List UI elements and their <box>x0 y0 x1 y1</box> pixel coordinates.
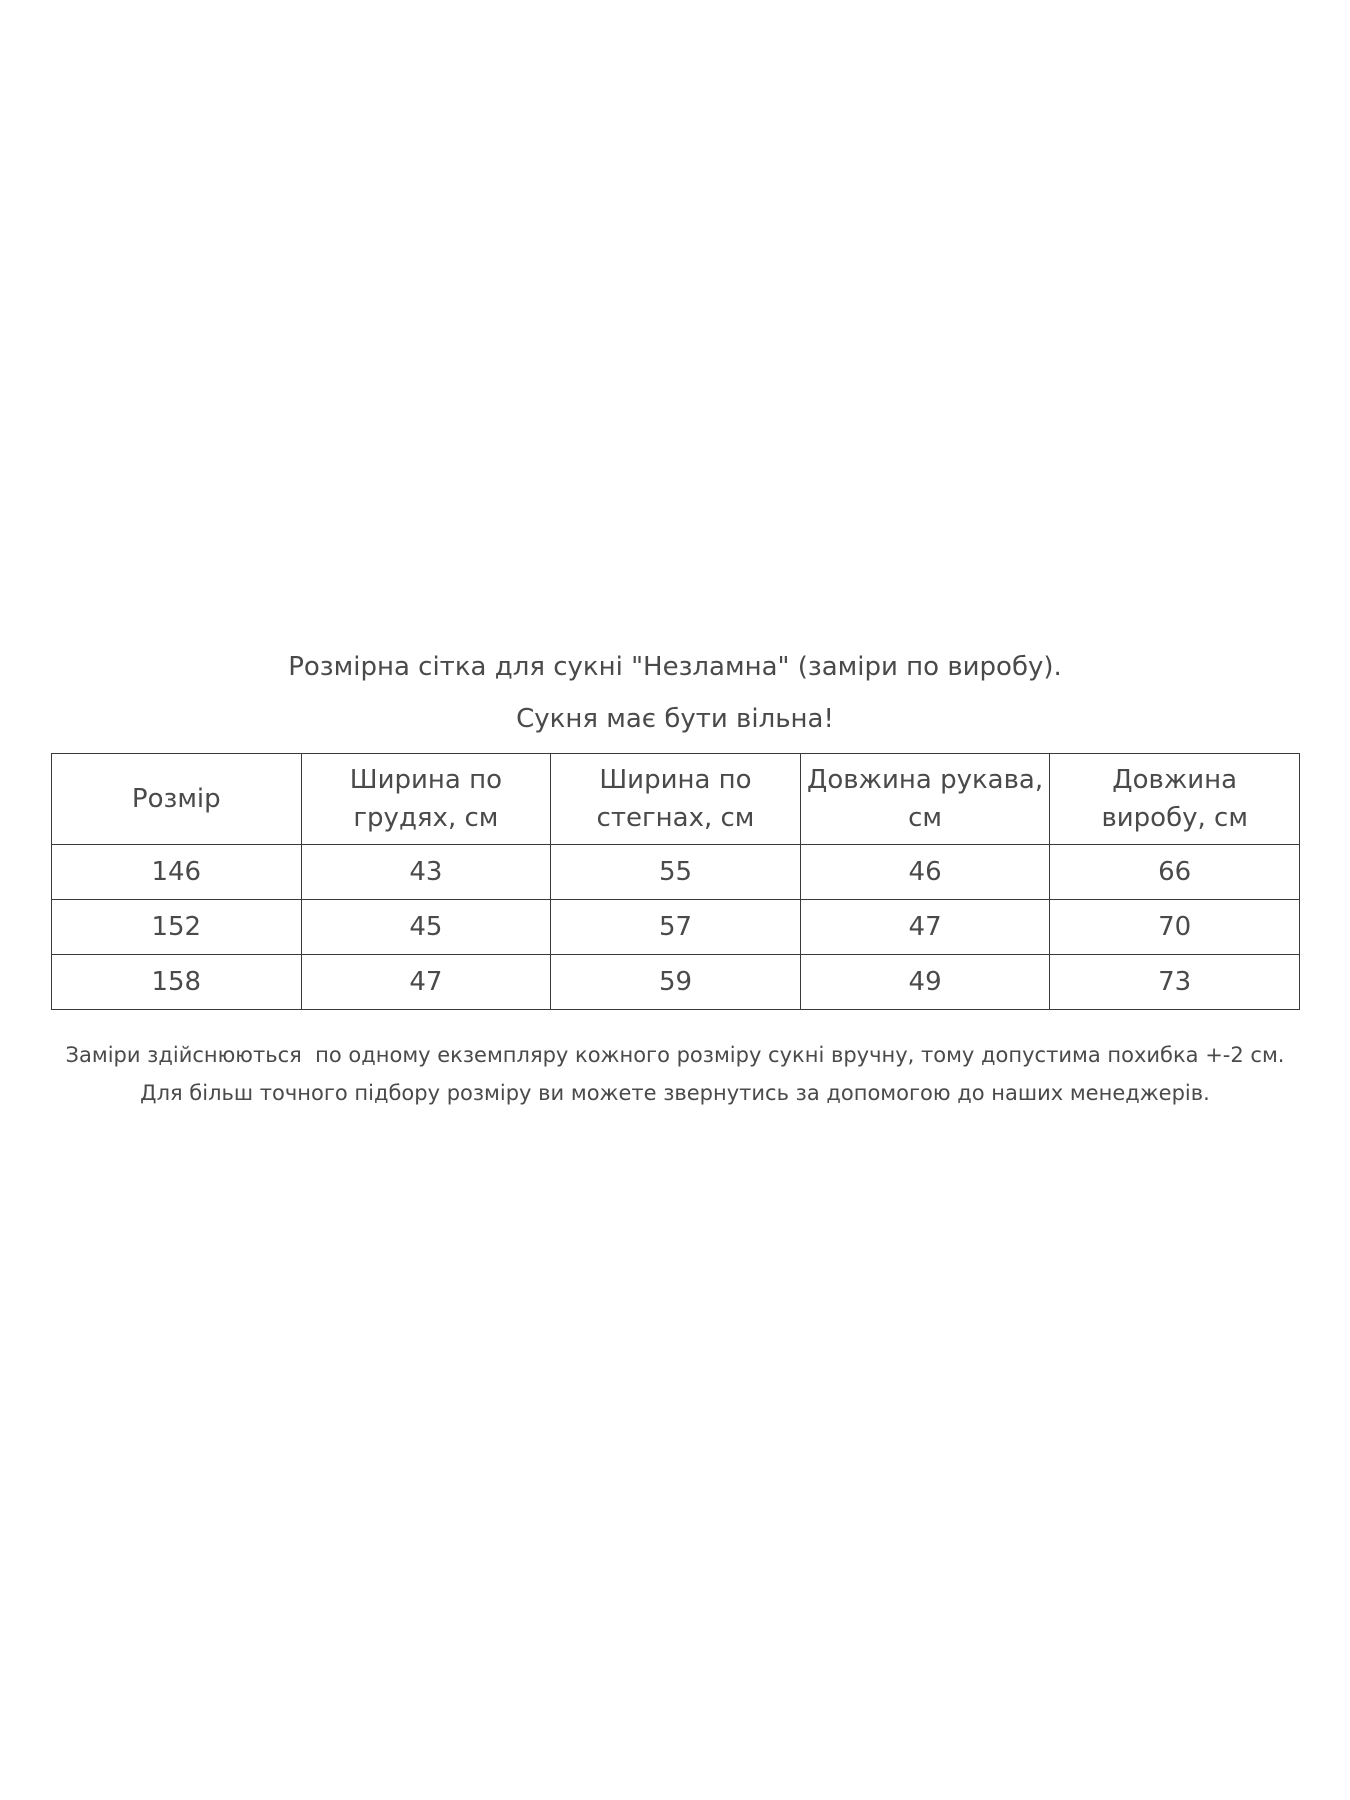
manager-help-note: Для більш точного підбору розміру ви можете звернутись за допомогою до наших менеджерів. <box>140 1081 1210 1105</box>
table-cell: 158 <box>52 955 302 1010</box>
table-cell: 55 <box>551 845 801 900</box>
table-cell: 47 <box>301 955 551 1010</box>
table-row <box>52 900 1300 955</box>
table-row <box>52 845 1300 900</box>
table-cell: 45 <box>301 900 551 955</box>
table-row <box>52 955 1300 1010</box>
table-cell: 47 <box>800 900 1050 955</box>
table-cell: 70 <box>1050 900 1300 955</box>
table-cell: 57 <box>551 900 801 955</box>
header-garment-length: Довжина виробу, см <box>1050 754 1300 845</box>
table-header-row <box>52 754 1300 845</box>
page-subtitle: Сукня має бути вільна! <box>516 704 834 734</box>
table-cell: 146 <box>52 845 302 900</box>
size-table <box>51 753 1300 1010</box>
measurement-note: Заміри здійснюються по одному екземпляру кожного розміру сукні вручну, тому допустима похибка +-2 см. <box>65 1043 1285 1067</box>
header-sleeve-length: Довжина рукава, см <box>800 754 1050 845</box>
table-cell: 43 <box>301 845 551 900</box>
header-size: Розмір <box>52 754 302 845</box>
header-hip-width: Ширина по стегнах, см <box>551 754 801 845</box>
table-cell: 73 <box>1050 955 1300 1010</box>
table-cell: 49 <box>800 955 1050 1010</box>
page-title: Розмірна сітка для сукні "Незламна" (заміри по виробу). <box>288 652 1062 682</box>
table-cell: 59 <box>551 955 801 1010</box>
table-cell: 66 <box>1050 845 1300 900</box>
table-cell: 152 <box>52 900 302 955</box>
table-cell: 46 <box>800 845 1050 900</box>
header-chest-width: Ширина по грудях, см <box>301 754 551 845</box>
